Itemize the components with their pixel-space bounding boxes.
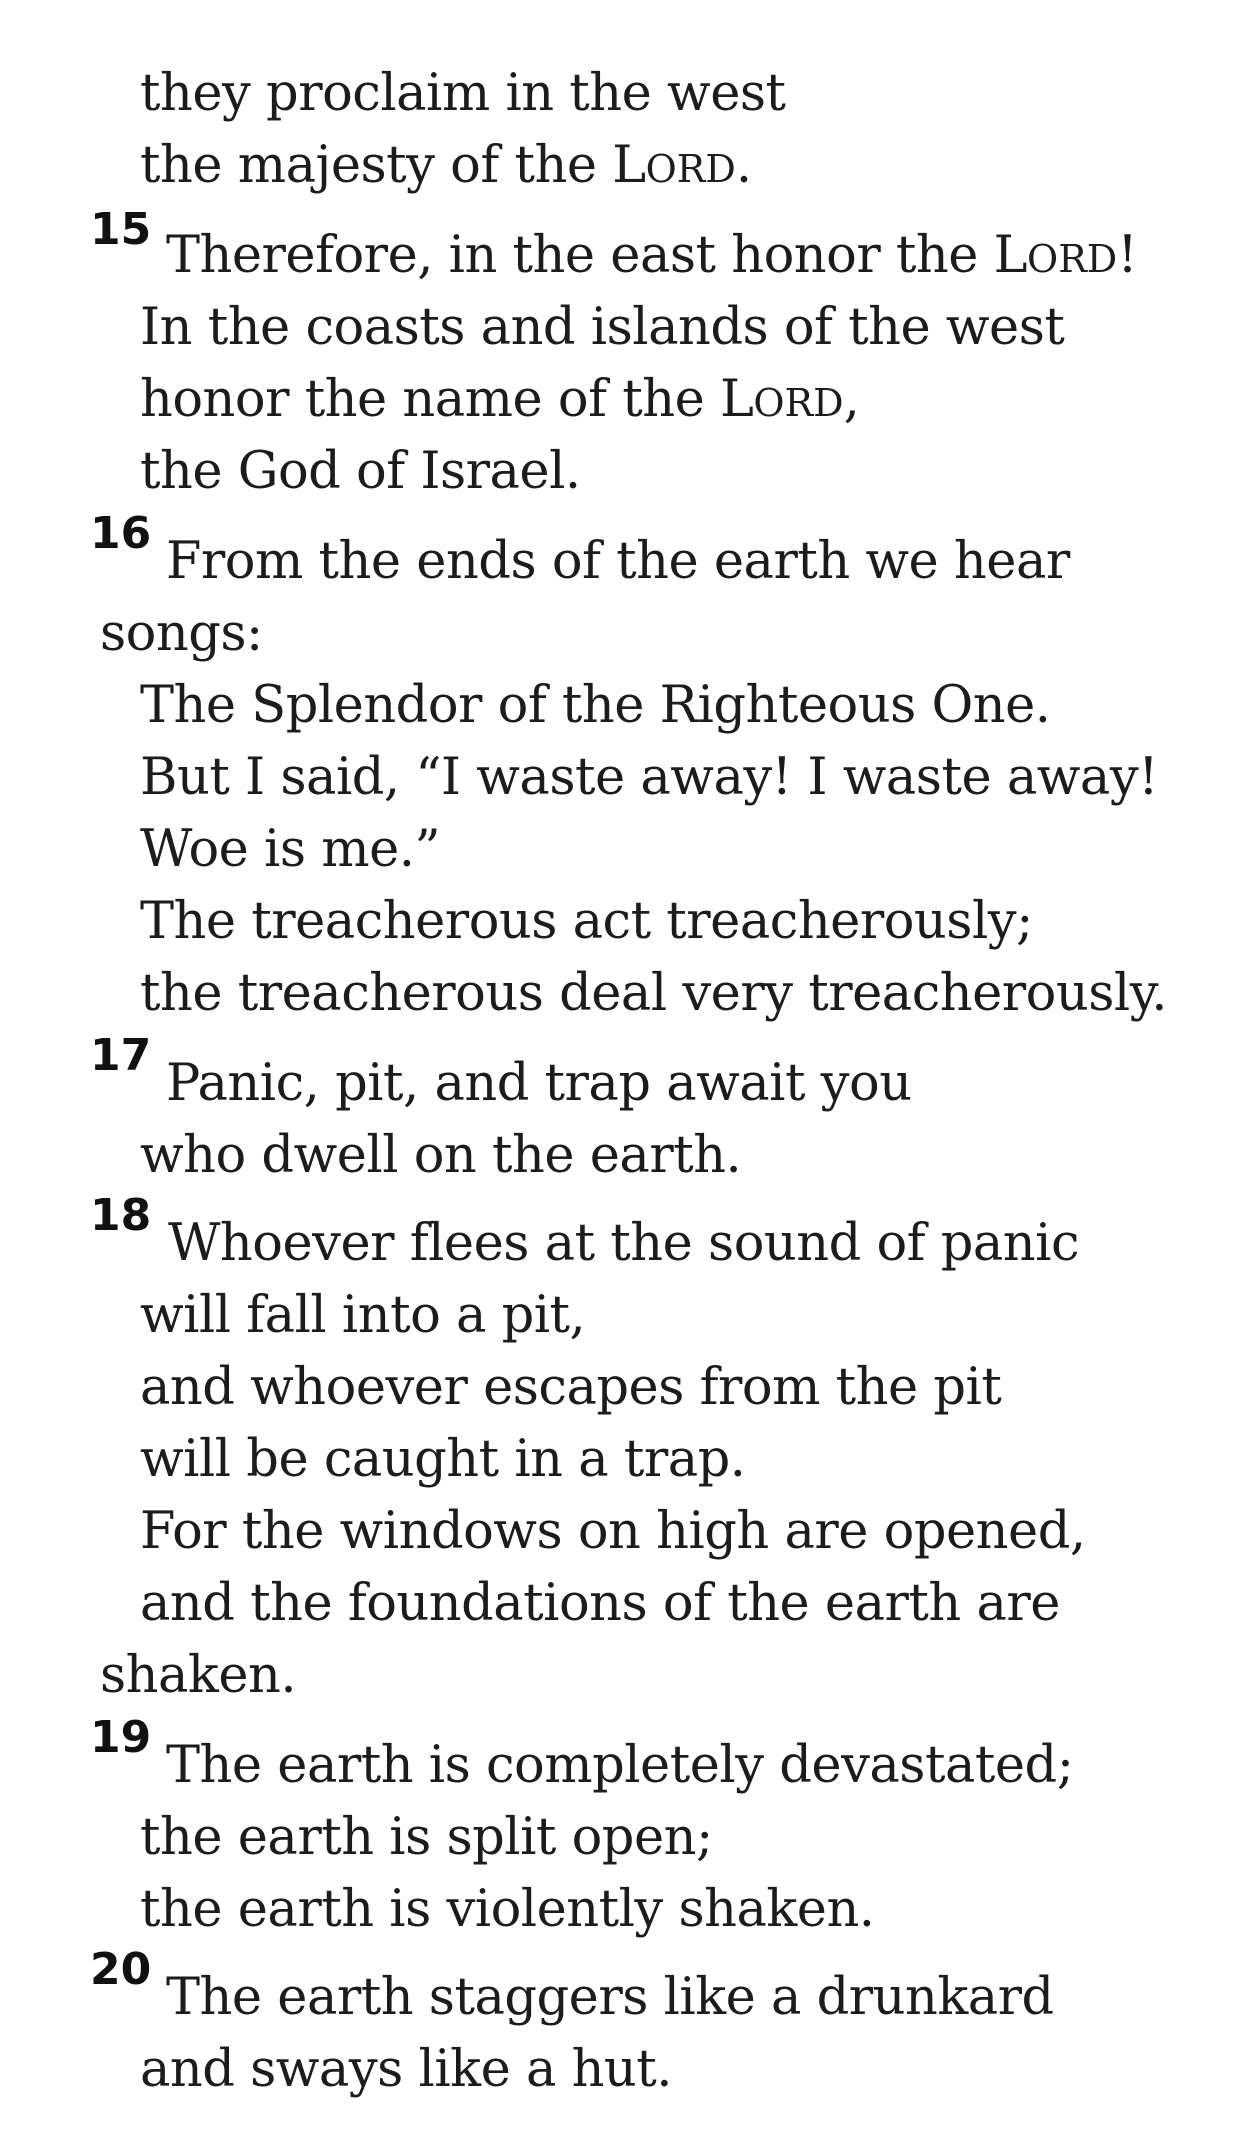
text-line: the treacherous deal very treacherously. (140, 964, 1167, 1023)
text-line: will fall into a pit, (140, 1286, 586, 1345)
text-line: From the ends of the earth we hear (166, 532, 1070, 591)
verse-number-16: 16 (90, 508, 152, 559)
text-line: they proclaim in the west (140, 64, 786, 123)
text-line: The treacherous act treacherously; (140, 892, 1033, 951)
text-line: Panic, pit, and trap await you (166, 1054, 912, 1113)
text-line: who dwell on the earth. (140, 1126, 742, 1185)
text-line: But I said, “I waste away! I waste away! (140, 748, 1159, 807)
verse-number-19: 19 (90, 1712, 152, 1763)
verse-number-18: 18 (90, 1190, 152, 1241)
text-line: The earth staggers like a drunkard (166, 1968, 1054, 2027)
text-line: Woe is me.” (140, 820, 441, 879)
text-line: songs: (100, 604, 263, 663)
text-line: The Splendor of the Righteous One. (140, 676, 1051, 735)
text-line: In the coasts and islands of the west (140, 298, 1065, 357)
text-line: will be caught in a trap. (140, 1430, 746, 1489)
text-line: the earth is violently shaken. (140, 1880, 875, 1939)
text-line: The earth is completely devastated; (166, 1736, 1074, 1795)
text-line: the earth is split open; (140, 1808, 713, 1867)
text-line: and the foundations of the earth are (140, 1574, 1060, 1633)
verse-number-15: 15 (90, 204, 152, 255)
text-line: and whoever escapes from the pit (140, 1358, 1002, 1417)
text-line: shaken. (100, 1646, 297, 1705)
verse-number-20: 20 (90, 1944, 152, 1995)
text-line: honor the name of the LORD, (140, 370, 860, 429)
verse-number-17: 17 (90, 1030, 152, 1081)
text-line: the majesty of the LORD. (140, 136, 752, 195)
text-line: Whoever flees at the sound of panic (168, 1214, 1080, 1273)
text-line: Therefore, in the east honor the LORD! (166, 226, 1138, 285)
text-line: For the windows on high are opened, (140, 1502, 1086, 1561)
text-line: and sways like a hut. (140, 2040, 672, 2099)
text-line: the God of Israel. (140, 442, 581, 501)
